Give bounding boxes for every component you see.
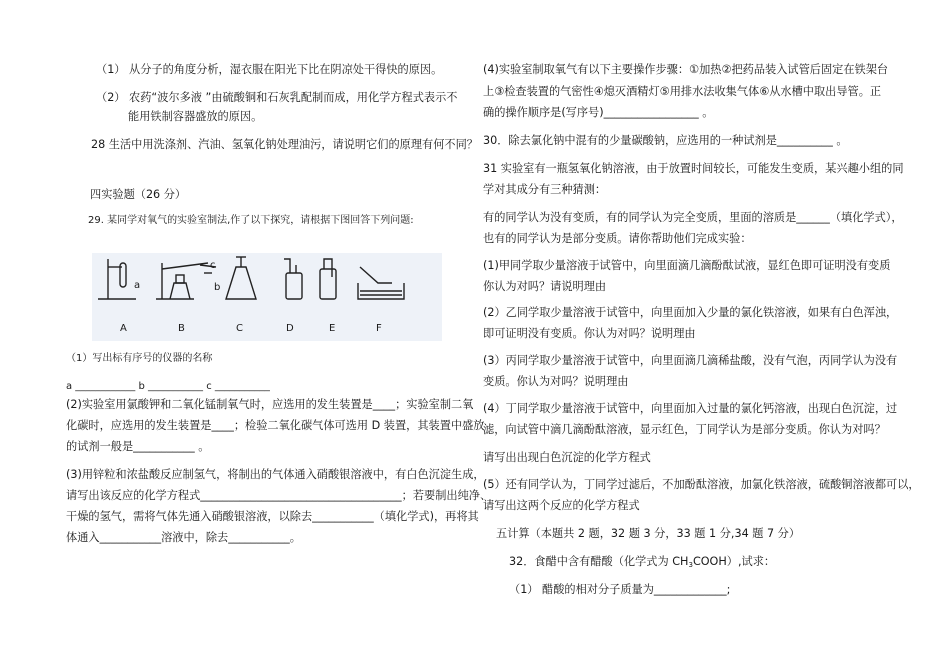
q-32-subscript: 3 [688,561,693,569]
q-31-5-line-2: 请写出这两个反应的化学方程式 [483,499,640,512]
section-heading-calculation: 五计算（本题共 2 题，32 题 3 分，33 题 1 分,34 题 7 分） [496,527,801,540]
label-C: C [236,323,243,334]
q-31-line-2: 学对其成分有三种猜测： [483,183,607,196]
q-29-1: （1）写出标有序号的仪器的名称 [66,353,213,364]
q-29-3-line-3: 干燥的氢气，需将气体先通入硝酸银溶液，以除去___________（填化学式)，再将其 [66,510,479,523]
q-31-4-line-1: (4）丁同学取少量溶液于试管中，向里面加入过量的氯化钙溶液，出现白色沉淀，过 [483,402,898,415]
q-29-4-line-1: (4)实验室制取氧气有以下主要操作步骤：①加热②把药品装入试管后固定在铁架台 [483,63,889,76]
q-32-text-b: COOH）,试求： [692,555,776,568]
q-31-1-line-1: (1)甲同学取少量溶液于试管中，向里面滴几滴酚酞试液，显红色即可证明没有变质 [483,259,891,272]
q-31-line-4: 也有的同学认为是部分变质。请你帮助他们完成实验： [483,232,752,245]
label-A: A [120,323,127,334]
q-28: 28 生活中用洗涤剂、汽油、氢氧化钠处理油污，请说明它们的原理有何不同？ [91,138,478,151]
q-32 [509,555,775,569]
q-1-line: （1） 从分子的角度分析，湿衣服在阳光下比在阴凉处干得快的原因。 [96,63,443,76]
q-29-intro: 29. 某同学对氧气的实验室制法,作了以下探究，请根据下图回答下列问题: [88,215,414,226]
q-29-2-line-2: 化碳时，应选用的发生装置是____；检验二氧化碳气体可选用 D 装置，其装置中盛放 [66,419,485,432]
q-29-1-blanks: a ____________ b ___________ c ___________ [66,381,270,392]
q-31-4-line-2: 滤，向试管中滴几滴酚酞溶液，显示红色，丁同学认为是部分变质。你认为对吗？ [483,423,886,436]
q-32-1: （1） 醋酸的相对分子质量为_____________; [509,583,731,596]
label-B: B [178,323,185,334]
q-2-line-1: （2） 农药“波尔多液 ”由硫酸铜和石灰乳配制而成，用化学方程式表示不 [96,91,458,104]
q-32-text-a: 32．食醋中含有醋酸（化学式为 CH [509,555,689,568]
q-31-1-line-2: 你认为对吗？请说明理由 [483,280,607,293]
q-29-3-line-4: 体通入___________溶液中，除去___________。 [66,531,301,544]
q-29-4-line-2: 上③检查装置的气密性④熄灭酒精灯⑤用排水法收集气体⑥从水槽中取出导管。正 [483,85,882,98]
q-2-line-2: 能用铁制容器盛放的原因。 [128,110,263,123]
mark-b: b [214,282,221,293]
q-31-line-1: 31 实验室有一瓶氢氧化钠溶液，由于放置时间较长，可能发生变质，某兴趣小组的同 [483,162,904,175]
apparatus-figure [92,253,442,341]
apparatus-drawing [92,253,442,341]
mark-c: c [210,260,216,271]
q-31-3-line-2: 变质。你认为对吗？说明理由 [483,375,629,388]
label-E: E [329,323,336,334]
q-31-4-line-3: 请写出出现白色沉淀的化学方程式 [483,451,651,464]
q-31-2-line-1: (2）乙同学取少量溶液于试管中，向里面加入少量的氯化铁溶液，如果有白色浑浊， [483,306,898,319]
q-30: 30．除去氯化钠中混有的少量碳酸钠，应选用的一种试剂是__________ 。 [483,134,848,147]
q-29-2-line-3: 的试剂一般是___________ 。 [66,440,210,453]
q-29-3-line-2: 请写出该反应的化学方程式____________________________________；若要制出纯净、 [66,489,492,502]
label-D: D [286,323,294,334]
q-29-2-line-1: (2)实验室用氯酸钾和二氧化锰制氧气时，应选用的发生装置是____；实验室制二氧 [66,398,474,411]
section-heading-experiment: 四实验题（26 分） [90,188,187,201]
q-31-3-line-1: (3）丙同学取少量溶液于试管中，向里面滴几滴稀盐酸，没有气泡，丙同学认为没有 [483,354,898,367]
q-31-line-3: 有的同学认为没有变质，有的同学认为完全变质，里面的溶质是______（填化学式）， [483,211,903,224]
q-29-4-line-3: 确的操作顺序是(写序号)_________________ 。 [483,106,714,119]
mark-a: a [134,280,141,291]
q-29-3-line-1: (3)用锌粒和浓盐酸反应制氢气，将制出的气体通入硝酸银溶液中，有白色沉淀生成， [66,468,485,481]
label-F: F [376,323,382,334]
q-31-2-line-2: 即可证明没有变质。你认为对吗？说明理由 [483,327,696,340]
q-31-5-line-1: (5）还有同学认为，丁同学过滤后，不加酚酞溶液，加氯化铁溶液，硫酸铜溶液都可以， [483,478,920,491]
